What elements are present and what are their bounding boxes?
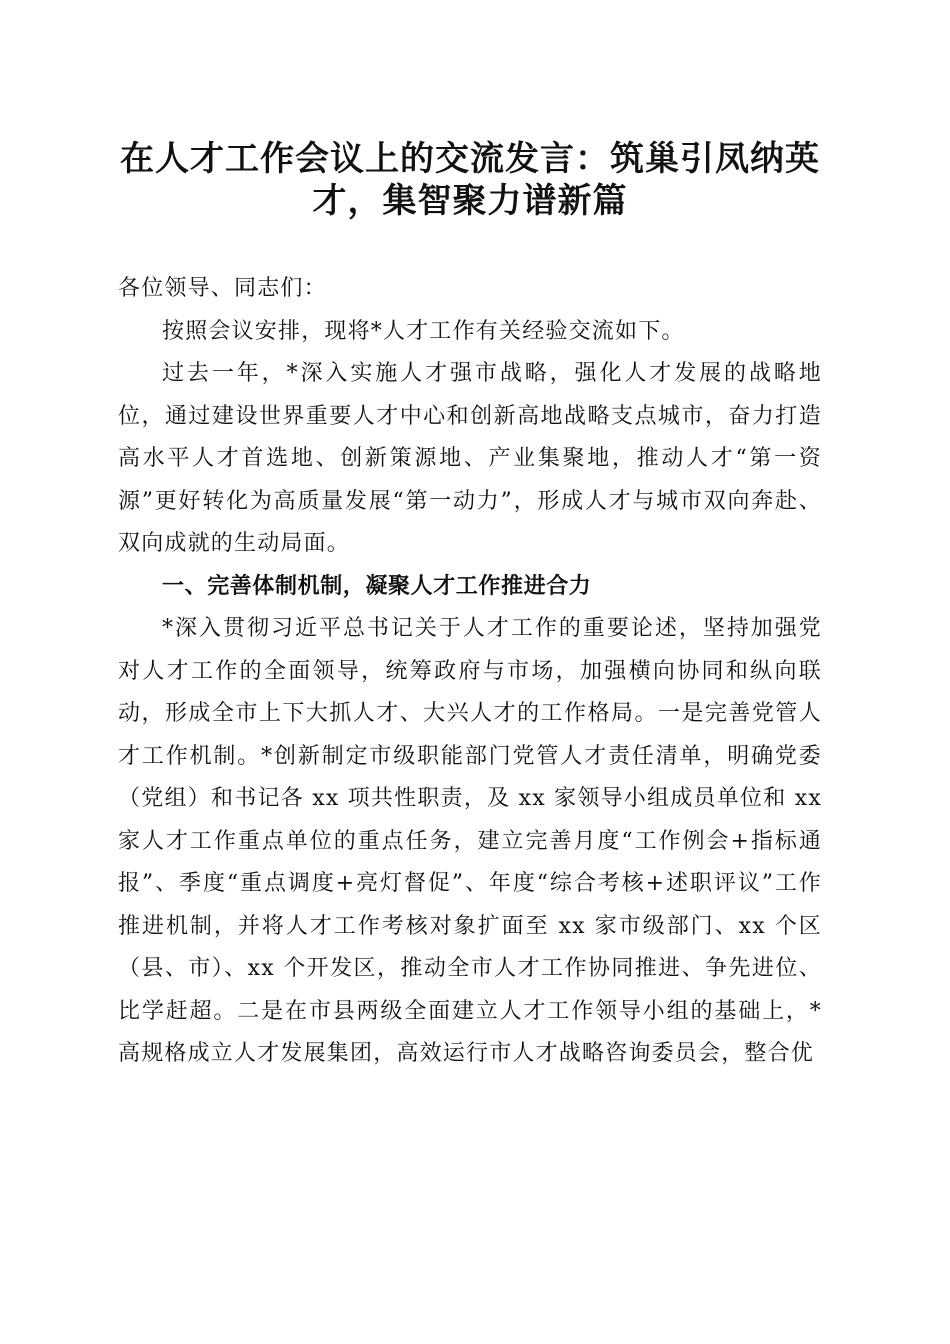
- overview-paragraph: 过去一年，*深入实施人才强市战略，强化人才发展的战略地位，通过建设世界重要人才中心和创新高地战略支点城市，奋力打造高水平人才首选地、创新策源地、产业集聚地，推动人才“第一资源”更好转化为高质量发展“第一动力”，形成人才与城市双向奔赴、双向成就的生动局面。: [118, 361, 822, 556]
- document-title: [118, 138, 822, 222]
- document-body: [118, 268, 822, 1076]
- intro-paragraph: 按照会议安排，现将*人才工作有关经验交流如下。: [162, 318, 685, 344]
- title-line-2: 才，集智聚力谱新篇: [312, 181, 628, 221]
- section-heading-1: 一、完善体制机制，凝聚人才工作推进合力: [162, 573, 592, 599]
- title-line-1: 在人才工作会议上的交流发言：筑巢引凤纳英: [120, 139, 820, 179]
- salutation: 各位领导、同志们：: [118, 276, 327, 301]
- section-1-paragraph: *深入贯彻习近平总书记关于人才工作的重要论述，坚持加强党对人才工作的全面领导，统筹政府与市场，加强横向协同和纵向联动，形成全市上下大抓人才、大兴人才的工作格局。一是完善党管人才工作机制。*创新制定市级职能部门党管人才责任清单，明确党委（党组）和书记各 xx 项共性职责，及 xx 家领导小组成员单位和 xx 家人才工作重点单位的重点任务，建立完善月度“工作例会+指标通报”、季度“重点调度+亮灯督促”、年度“综合考核+述职评议”工作推进机制，并将人才工作考核对象扩面至 xx 家市级部门、xx 个区（县、市）、xx 个开发区，推动全市人才工作协同推进、争先进位、比学赶超。二是在市县两级全面建立人才工作领导小组的基础上，*高规格成立人才发展集团，高效运行市人才战略咨询委员会，整合优: [118, 616, 822, 1066]
